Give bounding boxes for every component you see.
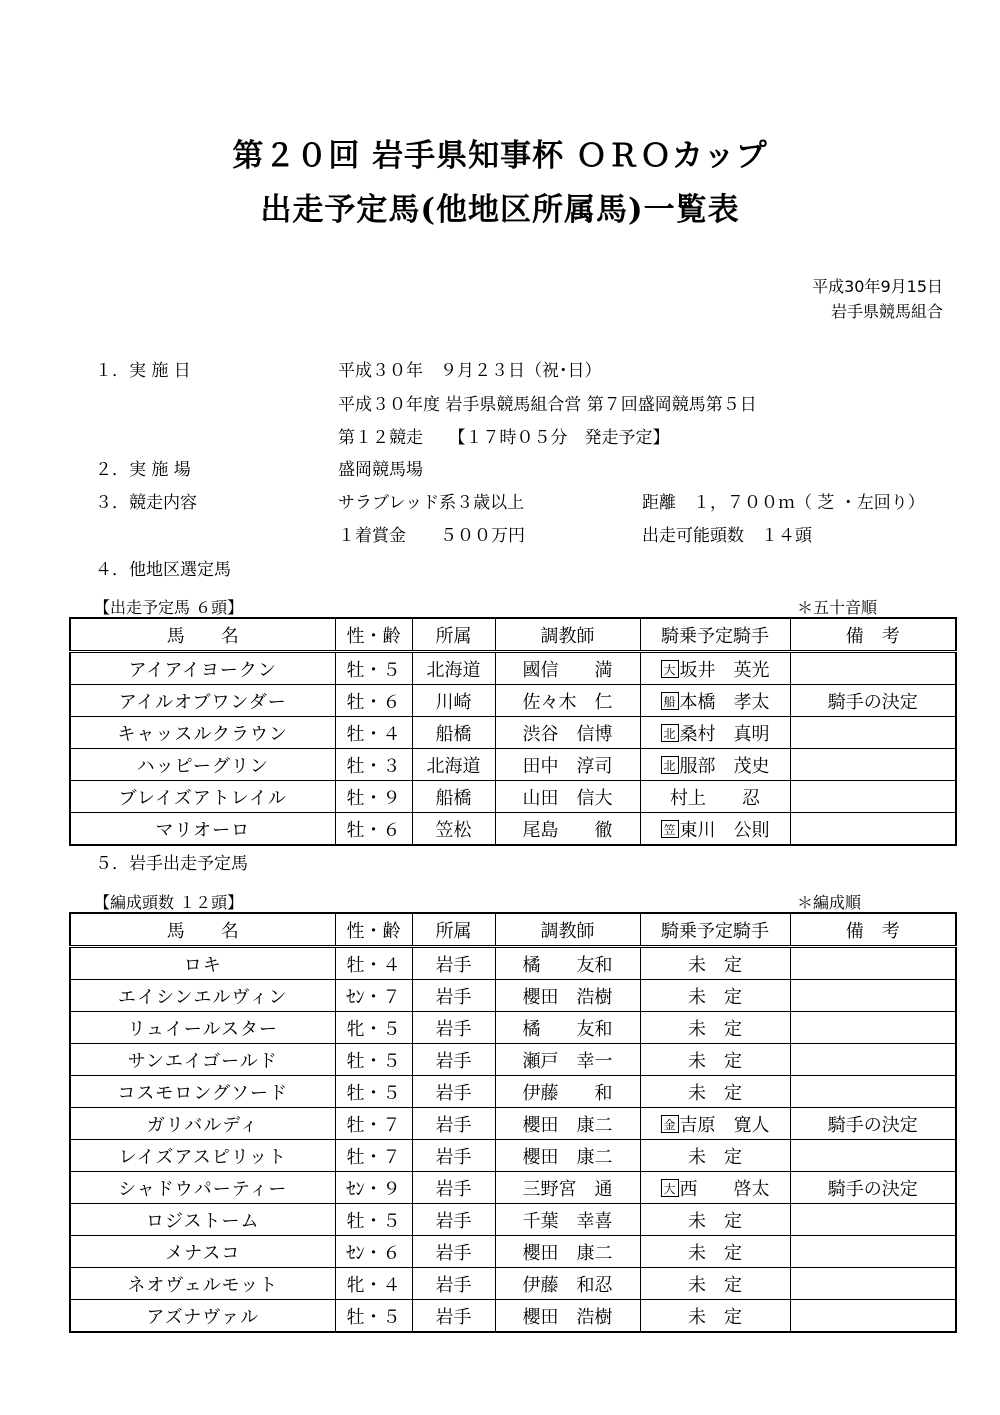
jockey-cell	[640, 1300, 790, 1333]
header-sex-age: 性・齢	[335, 913, 412, 947]
sex-age-cell	[335, 1044, 412, 1076]
header-name: 馬 名	[70, 618, 335, 652]
table-row	[70, 749, 956, 781]
trainer: 櫻田 浩樹	[522, 1306, 613, 1328]
header-affiliation: 所属	[412, 913, 495, 947]
trainer: 山田 信大	[522, 787, 613, 809]
affiliation: 岩手	[435, 1242, 472, 1264]
sex-age: 牡・５	[346, 1082, 401, 1104]
horse-name-cell	[70, 813, 335, 846]
horse-name: アイルオブワンダー	[118, 691, 287, 713]
table-row	[70, 813, 956, 846]
horse-name: キャッスルクラウン	[117, 723, 289, 745]
table-row	[70, 1140, 956, 1172]
affiliation: 岩手	[435, 1114, 472, 1136]
sex-age: 牡・３	[346, 755, 401, 777]
jockey-affiliation-badge: 船	[661, 692, 679, 710]
jockey: 未 定	[688, 1018, 742, 1040]
jockey-cell	[640, 813, 790, 846]
trainer-cell	[495, 1012, 640, 1044]
race-number-time: 第１２競走 【１７時０５分 発走予定】	[338, 428, 670, 448]
table-row	[70, 1204, 956, 1236]
sex-age: 牝・５	[346, 1018, 401, 1040]
table-row	[70, 980, 956, 1012]
sex-age-cell	[335, 1236, 412, 1268]
other-table-order: ＊五十音順	[797, 598, 878, 617]
jockey: 坂井 英光	[679, 659, 770, 681]
trainer: 橘 友和	[522, 954, 613, 976]
affiliation: 北海道	[426, 659, 481, 681]
sex-age: 牡・９	[346, 787, 401, 809]
jockey-cell	[640, 1236, 790, 1268]
jockey: 未 定	[688, 1274, 742, 1296]
item5-label: ５．岩手出走予定馬	[95, 854, 248, 874]
jockey-cell	[640, 1044, 790, 1076]
iwate-table-order: ＊編成順	[797, 893, 862, 912]
sex-age: 牡・４	[346, 723, 401, 745]
horse-name: ガリバルディ	[146, 1114, 259, 1136]
table-row	[70, 1172, 956, 1204]
sex-age-cell	[335, 749, 412, 781]
note-cell	[790, 1300, 956, 1333]
item1-label: １．実 施 日	[95, 361, 191, 381]
jockey-cell	[640, 717, 790, 749]
horse-name-cell	[70, 1300, 335, 1333]
jockey-cell	[640, 652, 790, 685]
note-cell	[790, 947, 956, 980]
sex-age-cell	[335, 1172, 412, 1204]
horse-name: シャドウパーティー	[118, 1178, 288, 1200]
jockey-affiliation-badge: 金	[661, 1115, 679, 1133]
jockey: 本橋 孝太	[679, 691, 770, 713]
header-sex-age: 性・齢	[335, 618, 412, 652]
horse-name: ブレイズアトレイル	[118, 787, 287, 809]
trainer: 三野宮 通	[522, 1178, 613, 1200]
prize-money: １着賞金 ５００万円	[338, 526, 525, 546]
table-row	[70, 1012, 956, 1044]
trainer: 橘 友和	[522, 1018, 613, 1040]
horse-name-cell	[70, 749, 335, 781]
sex-age: 牡・５	[346, 1210, 401, 1232]
header-name: 馬 名	[70, 913, 335, 947]
jockey: 未 定	[688, 1082, 742, 1104]
trainer: 佐々木 仁	[522, 691, 613, 713]
note: 騎手の決定	[827, 691, 918, 713]
sex-age-cell	[335, 1076, 412, 1108]
table-row	[70, 685, 956, 717]
table-row	[70, 1300, 956, 1333]
jockey: 西 啓太	[679, 1178, 770, 1200]
horse-name-cell	[70, 717, 335, 749]
sex-age: 牡・６	[346, 819, 401, 841]
affiliation: 岩手	[435, 1210, 472, 1232]
affiliation-cell	[412, 717, 495, 749]
horse-name-cell	[70, 1204, 335, 1236]
trainer-cell	[495, 1300, 640, 1333]
trainer: 櫻田 康二	[522, 1242, 613, 1264]
jockey-cell	[640, 1012, 790, 1044]
trainer: 櫻田 浩樹	[522, 986, 613, 1008]
horse-name: サンエイゴールド	[127, 1050, 278, 1072]
horse-name: ネオヴェルモット	[127, 1274, 279, 1296]
item2-label: ２．実 施 場	[95, 460, 191, 480]
horse-name-cell	[70, 1012, 335, 1044]
jockey-cell	[640, 1172, 790, 1204]
horse-name: リュイールスター	[127, 1018, 279, 1040]
sex-age-cell	[335, 781, 412, 813]
note: 騎手の決定	[827, 1178, 918, 1200]
sex-age: 牡・５	[346, 1050, 401, 1072]
affiliation: 岩手	[435, 1018, 472, 1040]
horse-name-cell	[70, 1172, 335, 1204]
issuer-name: 岩手県競馬組合	[830, 302, 943, 321]
trainer-cell	[495, 717, 640, 749]
affiliation-cell	[412, 980, 495, 1012]
horse-name: メナスコ	[165, 1242, 241, 1264]
trainer: 田中 淳司	[522, 755, 613, 777]
iwate-table-caption: 【編成頭数 １２頭】	[94, 893, 244, 912]
horse-name: コスモロングソード	[117, 1082, 289, 1104]
affiliation: 岩手	[435, 1146, 472, 1168]
sex-age-cell	[335, 685, 412, 717]
note: 騎手の決定	[827, 1114, 918, 1136]
jockey: 東川 公則	[679, 819, 770, 841]
horse-name-cell	[70, 652, 335, 685]
jockey-affiliation-badge: 北	[661, 756, 679, 774]
jockey-cell	[640, 1204, 790, 1236]
trainer-cell	[495, 947, 640, 980]
sex-age: ｾﾝ・７	[346, 986, 401, 1008]
jockey: 村上 忍	[670, 787, 760, 809]
affiliation-cell	[412, 652, 495, 685]
jockey: 未 定	[688, 954, 742, 976]
header-affiliation: 所属	[412, 618, 495, 652]
table-row	[70, 1236, 956, 1268]
jockey-cell	[640, 781, 790, 813]
horse-name: レイズアスピリット	[118, 1146, 287, 1168]
affiliation: 船橋	[435, 723, 472, 745]
trainer-cell	[495, 1108, 640, 1140]
horse-name: ハッピーグリン	[136, 755, 269, 777]
jockey-affiliation-badge: 大	[661, 1179, 679, 1197]
table-row	[70, 1076, 956, 1108]
trainer: 國信 満	[522, 659, 613, 681]
trainer: 櫻田 康二	[522, 1114, 613, 1136]
sex-age-cell	[335, 1268, 412, 1300]
other-table-caption: 【出走予定馬 ６頭】	[94, 598, 244, 617]
note-cell	[790, 1268, 956, 1300]
sex-age-cell	[335, 980, 412, 1012]
affiliation: 岩手	[435, 986, 472, 1008]
note-cell	[790, 781, 956, 813]
jockey-affiliation-badge: 大	[661, 660, 679, 678]
affiliation: 岩手	[435, 1274, 472, 1296]
sex-age: ｾﾝ・９	[346, 1178, 401, 1200]
trainer: 伊藤 和忍	[522, 1274, 613, 1296]
affiliation-cell	[412, 685, 495, 717]
sex-age-cell	[335, 1140, 412, 1172]
affiliation: 岩手	[435, 1306, 472, 1328]
trainer-cell	[495, 652, 640, 685]
note-cell	[790, 1044, 956, 1076]
venue: 盛岡競馬場	[338, 460, 423, 480]
sex-age: 牡・４	[346, 954, 401, 976]
jockey: 未 定	[688, 1050, 742, 1072]
sex-age-cell	[335, 1108, 412, 1140]
affiliation-cell	[412, 1172, 495, 1204]
table-row	[70, 1044, 956, 1076]
horse-name: アズナヴァル	[146, 1306, 260, 1328]
jockey-cell	[640, 1140, 790, 1172]
document-subtitle: 出走予定馬(他地区所属馬)一覧表	[260, 192, 740, 228]
trainer-cell	[495, 1044, 640, 1076]
sex-age-cell	[335, 1012, 412, 1044]
affiliation: 岩手	[435, 1178, 472, 1200]
race-condition: サラブレッド系３歳以上	[338, 493, 525, 513]
jockey-cell	[640, 749, 790, 781]
table-row	[70, 947, 956, 980]
sex-age-cell	[335, 1300, 412, 1333]
sex-age: ｾﾝ・６	[346, 1242, 401, 1264]
trainer: 尾島 徹	[522, 819, 613, 841]
item3-label: ３．競走内容	[95, 493, 197, 513]
sex-age: 牝・４	[346, 1274, 401, 1296]
trainer-cell	[495, 749, 640, 781]
affiliation-cell	[412, 1300, 495, 1333]
sex-age: 牡・７	[346, 1146, 401, 1168]
race-distance: 距離 １，７００ｍ（ 芝 ・左回り）	[642, 493, 925, 513]
horse-name-cell	[70, 1076, 335, 1108]
trainer-cell	[495, 1268, 640, 1300]
jockey: 未 定	[688, 1242, 742, 1264]
affiliation-cell	[412, 1204, 495, 1236]
affiliation-cell	[412, 1140, 495, 1172]
horse-name-cell	[70, 1268, 335, 1300]
trainer-cell	[495, 685, 640, 717]
trainer-cell	[495, 813, 640, 846]
trainer-cell	[495, 1172, 640, 1204]
jockey: 未 定	[688, 986, 742, 1008]
affiliation-cell	[412, 1012, 495, 1044]
affiliation: 岩手	[435, 954, 472, 976]
jockey-affiliation-badge: 北	[661, 724, 679, 742]
note-cell	[790, 1140, 956, 1172]
note-cell	[790, 1236, 956, 1268]
horse-name-cell	[70, 781, 335, 813]
jockey: 吉原 寛人	[679, 1114, 770, 1136]
table-header-row	[70, 913, 956, 947]
sex-age-cell	[335, 947, 412, 980]
affiliation-cell	[412, 813, 495, 846]
table-row	[70, 1108, 956, 1140]
trainer: 渋谷 信博	[522, 723, 613, 745]
note-cell	[790, 652, 956, 685]
note-cell	[790, 749, 956, 781]
table-row	[70, 781, 956, 813]
affiliation-cell	[412, 1076, 495, 1108]
jockey: 未 定	[688, 1146, 742, 1168]
issue-date: 平成30年9月15日	[812, 277, 943, 296]
note-cell	[790, 685, 956, 717]
note-cell	[790, 980, 956, 1012]
horse-name: ロジストーム	[146, 1210, 260, 1232]
affiliation: 船橋	[435, 787, 472, 809]
affiliation: 北海道	[426, 755, 481, 777]
note-cell	[790, 1108, 956, 1140]
jockey: 未 定	[688, 1210, 742, 1232]
race-date: 平成３０年 ９月２３日（祝･日）	[338, 361, 602, 381]
meeting-info: 平成３０年度 岩手県競馬組合営 第７回盛岡競馬第５日	[338, 395, 757, 415]
affiliation: 岩手	[435, 1082, 472, 1104]
jockey-cell	[640, 947, 790, 980]
affiliation-cell	[412, 947, 495, 980]
jockey: 服部 茂史	[679, 755, 770, 777]
note-cell	[790, 1172, 956, 1204]
trainer: 伊藤 和	[522, 1082, 613, 1104]
note-cell	[790, 717, 956, 749]
affiliation: 川崎	[435, 691, 472, 713]
note-cell	[790, 1204, 956, 1236]
document-title: 第２０回 岩手県知事杯 ＯＲＯカップ	[232, 138, 768, 174]
table-header-row	[70, 618, 956, 652]
jockey: 桑村 真明	[679, 723, 770, 745]
note-cell	[790, 1012, 956, 1044]
header-trainer: 調教師	[495, 618, 640, 652]
jockey-affiliation-badge: 笠	[661, 820, 679, 838]
horse-name: アイアイヨークン	[128, 659, 277, 681]
horse-name-cell	[70, 1044, 335, 1076]
horse-name: ロキ	[183, 954, 222, 976]
horse-name-cell	[70, 947, 335, 980]
note-cell	[790, 813, 956, 846]
jockey-cell	[640, 1076, 790, 1108]
trainer-cell	[495, 781, 640, 813]
affiliation: 岩手	[435, 1050, 472, 1072]
trainer-cell	[495, 1076, 640, 1108]
jockey-cell	[640, 980, 790, 1012]
header-note: 備 考	[790, 618, 956, 652]
table-row	[70, 717, 956, 749]
iwate-table	[69, 912, 957, 1333]
trainer-cell	[495, 1236, 640, 1268]
table-row	[70, 1268, 956, 1300]
horse-name: マリオーロ	[155, 819, 251, 841]
header-trainer: 調教師	[495, 913, 640, 947]
note-cell	[790, 1076, 956, 1108]
jockey-cell	[640, 685, 790, 717]
sex-age: 牡・５	[346, 659, 401, 681]
affiliation-cell	[412, 1236, 495, 1268]
table-row	[70, 652, 956, 685]
header-jockey: 騎乗予定騎手	[640, 618, 790, 652]
trainer-cell	[495, 980, 640, 1012]
horse-name-cell	[70, 1140, 335, 1172]
sex-age: 牡・６	[346, 691, 401, 713]
other-district-table	[69, 617, 957, 846]
affiliation-cell	[412, 1044, 495, 1076]
horse-name-cell	[70, 685, 335, 717]
sex-age: 牡・７	[346, 1114, 401, 1136]
horse-name-cell	[70, 1236, 335, 1268]
sex-age-cell	[335, 1204, 412, 1236]
affiliation: 笠松	[435, 819, 472, 841]
trainer-cell	[495, 1204, 640, 1236]
issue-info	[812, 274, 943, 324]
trainer-cell	[495, 1140, 640, 1172]
header-note: 備 考	[790, 913, 956, 947]
affiliation-cell	[412, 781, 495, 813]
sex-age: 牡・５	[346, 1306, 401, 1328]
jockey: 未 定	[688, 1306, 742, 1328]
item4-label: ４．他地区選定馬	[95, 560, 231, 580]
affiliation-cell	[412, 1108, 495, 1140]
trainer: 櫻田 康二	[522, 1146, 613, 1168]
jockey-cell	[640, 1108, 790, 1140]
jockey-cell	[640, 1268, 790, 1300]
horse-name-cell	[70, 980, 335, 1012]
affiliation-cell	[412, 749, 495, 781]
horse-name-cell	[70, 1108, 335, 1140]
affiliation-cell	[412, 1268, 495, 1300]
sex-age-cell	[335, 652, 412, 685]
sex-age-cell	[335, 813, 412, 846]
trainer: 瀬戸 幸一	[522, 1050, 613, 1072]
horse-name: エイシンエルヴィン	[118, 986, 288, 1008]
header-jockey: 騎乗予定騎手	[640, 913, 790, 947]
trainer: 千葉 幸喜	[522, 1210, 613, 1232]
max-runners: 出走可能頭数 １４頭	[642, 526, 812, 546]
sex-age-cell	[335, 717, 412, 749]
